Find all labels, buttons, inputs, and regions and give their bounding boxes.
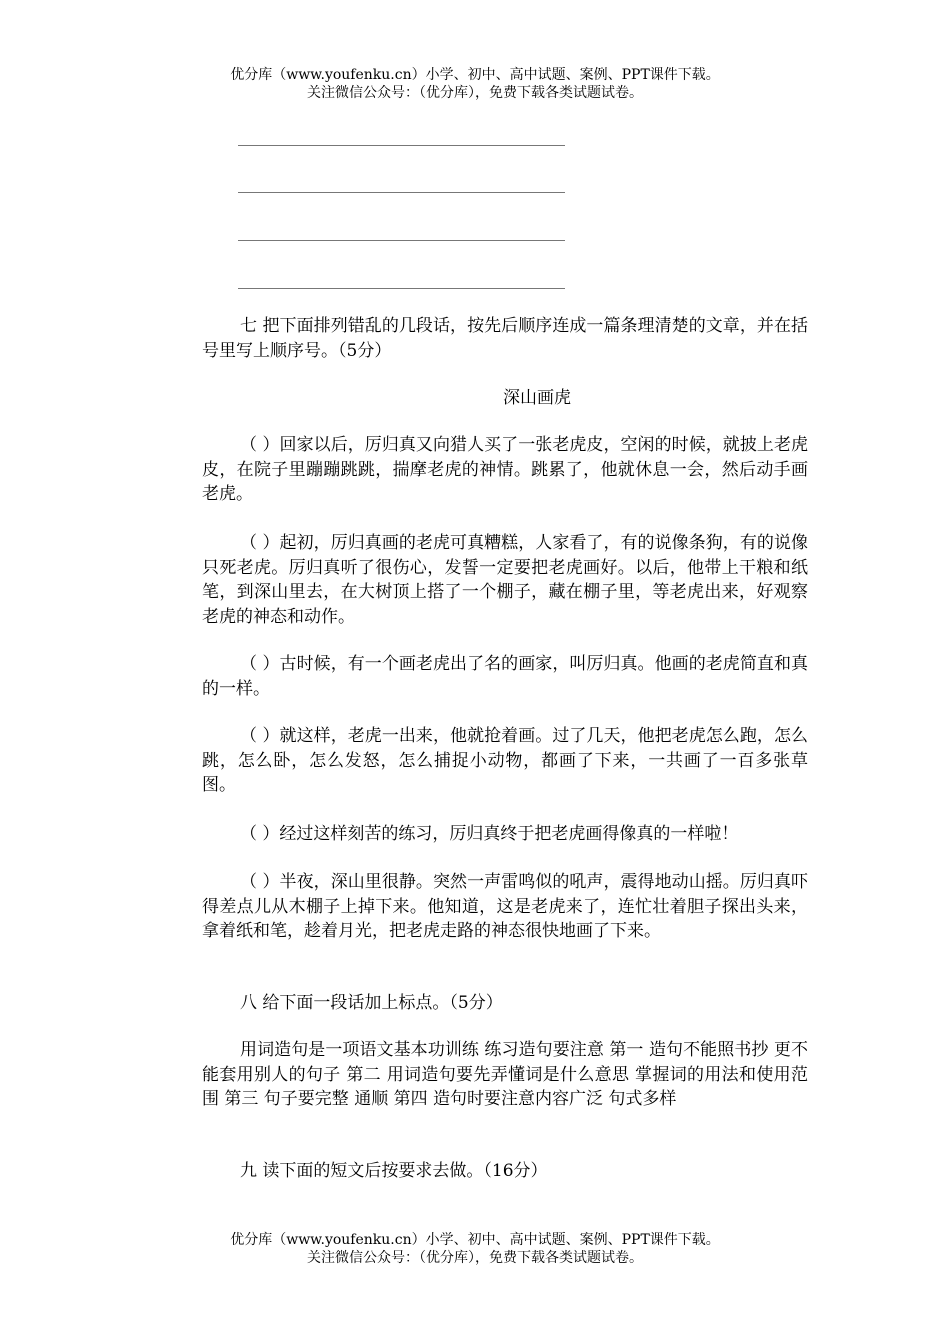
answer-line[interactable] <box>238 288 565 289</box>
ordering-paragraph-4: （ ）就这样，老虎一出来，他就抢着画。过了几天，他把老虎怎么跑，怎么跳，怎么卧，怎么发怒，怎么捕捉小动物，都画了下来，一共画了一百多张草图。 <box>202 726 808 795</box>
section-9-instruction: 九 读下面的短文后按要求去做。（16分） <box>240 1161 548 1181</box>
header-line-1: 优分库（www.youfenku.cn）小学、初中、高中试题、案例、PPT课件下载。 <box>230 67 720 83</box>
section-8-instruction: 八 给下面一段话加上标点。（5分） <box>240 993 503 1013</box>
page-footer <box>0 1231 950 1267</box>
ordering-paragraph-6: （ ）半夜，深山里很静。突然一声雷鸣似的吼声，震得地动山摇。厉归真吓得差点儿从木棚子上掉下来。他知道，这是老虎来了，连忙壮着胆子探出头来，拿着纸和笔，趁着月光，把老虎走路的神态很快地画了下来。 <box>202 872 808 941</box>
section-7-instruction: 七 把下面排列错乱的几段话，按先后顺序连成一篇条理清楚的文章，并在括号里写上顺序号。（5分） <box>202 316 808 361</box>
ordering-paragraph-5: （ ）经过这样刻苦的练习，厉归真终于把老虎画得像真的一样啦！ <box>240 824 739 844</box>
footer-line-1: 优分库（www.youfenku.cn）小学、初中、高中试题、案例、PPT课件下载。 <box>230 1232 720 1248</box>
header-line-2: 关注微信公众号：（优分库），免费下载各类试题试卷。 <box>307 85 643 101</box>
answer-line[interactable] <box>238 192 565 193</box>
footer-line-2: 关注微信公众号：（优分库），免费下载各类试题试卷。 <box>307 1250 643 1266</box>
answer-line[interactable] <box>238 240 565 241</box>
ordering-paragraph-1: （ ）回家以后，厉归真又向猎人买了一张老虎皮，空闲的时候，就披上老虎皮，在院子里蹦蹦跳跳，揣摩老虎的神情。跳累了，他就休息一会，然后动手画老虎。 <box>202 435 808 504</box>
ordering-paragraph-3: （ ）古时候，有一个画老虎出了名的画家，叫厉归真。他画的老虎简直和真的一样。 <box>202 654 808 699</box>
page-header <box>0 66 950 102</box>
answer-line[interactable] <box>238 145 565 146</box>
passage-title: 深山画虎 <box>503 388 571 408</box>
punctuation-exercise-text: 用词造句是一项语文基本功训练 练习造句要注意 第一 造句不能照书抄 更不能套用别人的句子 第二 用词造句要先弄懂词是什么意思 掌握词的用法和使用范围 第三 句子要完整 通顺 第四 造句时要注意内容广泛 句式多样 <box>202 1040 808 1109</box>
ordering-paragraph-2: （ ）起初，厉归真画的老虎可真糟糕，人家看了，有的说像条狗，有的说像只死老虎。厉归真听了很伤心，发誓一定要把老虎画好。以后，他带上干粮和纸笔，到深山里去，在大树顶上搭了一个棚子，藏在棚子里，等老虎出来，好观察老虎的神态和动作。 <box>202 533 808 627</box>
